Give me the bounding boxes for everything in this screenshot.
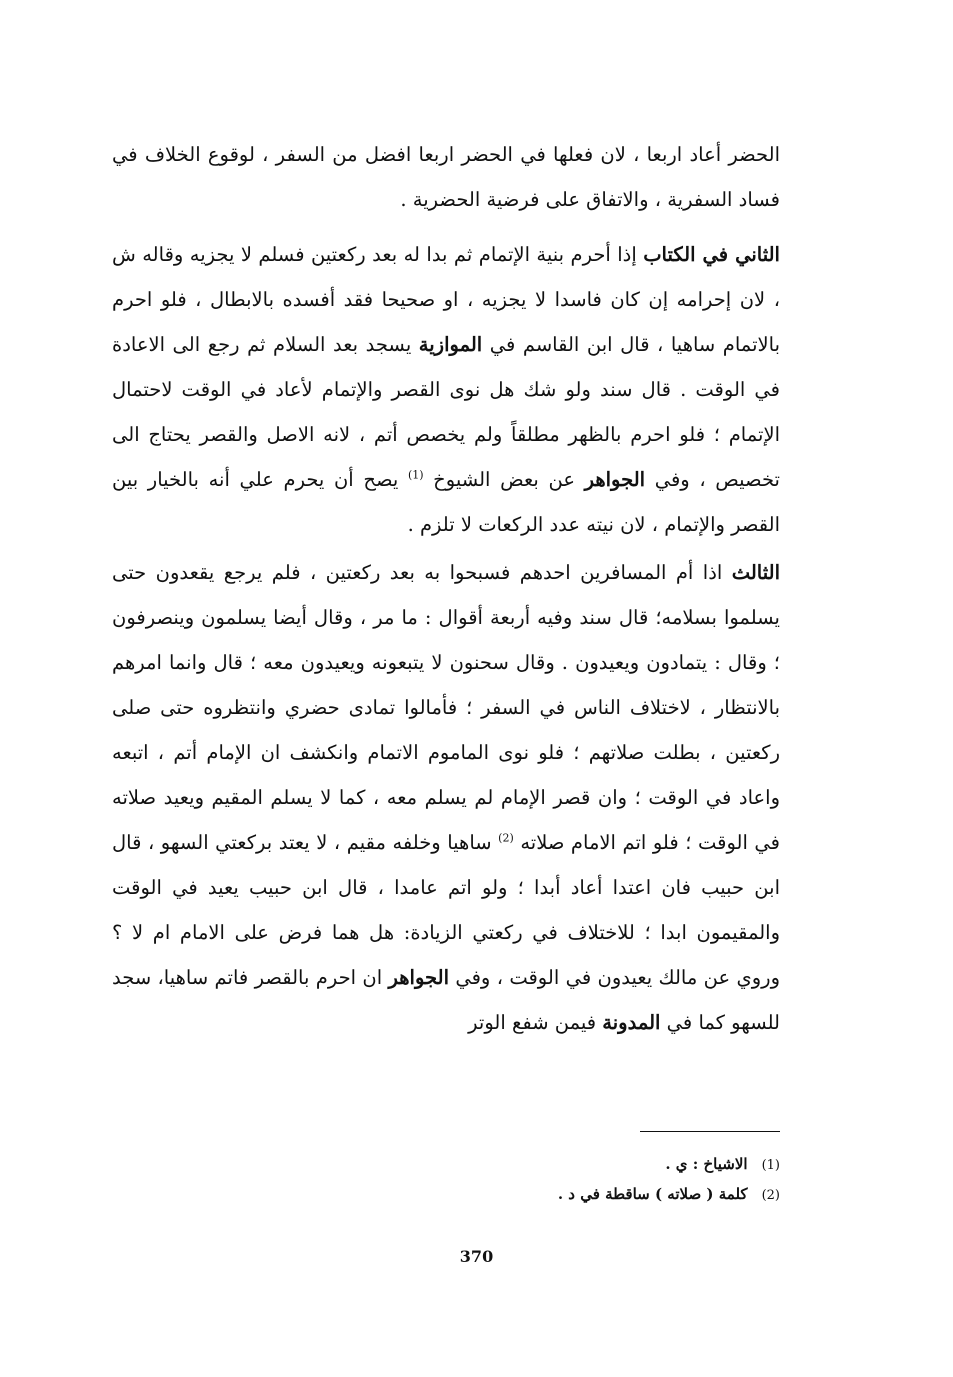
section-heading-third: الثالث [731, 561, 780, 584]
paragraph-1-text: الحضر أعاد اربعا ، لان فعلها في الحضر اربعا افضل من السفر ، لوقوع الخلاف في فساد السفرية ، والاتفاق على فرضية الحضرية . [112, 143, 780, 211]
footnote-divider [640, 1131, 780, 1132]
source-name-mudawwana: المدونة [602, 1011, 661, 1034]
footnote-2-text: كلمة ( صلاته ) ساقطة في د . [557, 1185, 748, 1203]
footnotes [400, 1150, 780, 1210]
footnote-ref-1: (1) [407, 468, 424, 482]
footnote-1-text: الاشياخ : ي . [665, 1155, 748, 1173]
source-name-jawahir: الجواهر [584, 468, 646, 491]
footnote-1 [400, 1150, 780, 1180]
paragraph-3-text-a: اذا أم المسافرين احدهم فسبحوا به بعد ركعتين ، فلم يرجع يقعدون حتى يسلموا بسلامه؛ قال سند وفيه أربعة أقوال : ما مر ، وقال أيضا يسلمون وينصرفون ؛ وقال : يتمادون ويعيدون . وقال سحنون لا يتبعونه ويعيدون معه ؛ قال وانما امرهم بالانتظار ، لاختلاف الناس في السفر ؛ فأمالوا تمادى حضري وانتظروه حتى صلى ركعتين ، بطلت صلاتهم ؛ فلو نوى الماموم الاتمام وانكشف ان الإمام أتم ، اتبعه واعاد في الوقت ؛ وان قصر الإمام لم يسلم معه ، كما لا يسلم المقيم ويعيد صلاته في الوقت ؛ فلو اتم الامام صلاته [112, 561, 780, 854]
paragraph-2 [112, 232, 780, 547]
section-heading-second: الثاني في الكتاب [643, 243, 780, 266]
source-name-jawahir-2: الجواهر [388, 966, 449, 989]
paragraph-3-text-b: ساهيا وخلفه مقيم ، لا يعتد بركعتي السهو ، قال ابن حبيب فان اعتدا أعاد أبدا ؛ ولو اتم عامدا ، قال ابن حبيب يعيد في الوقت والمقيمون ابدا ؛ للاختلاف في ركعتي الزيادة: هل هما فرض على الامام ام لا ؟ وروي عن مالك يعيدون في الوقت ، وفي [112, 831, 781, 989]
footnote-2-number: (2) [761, 1188, 780, 1203]
footnote-ref-2: (2) [498, 831, 514, 845]
paragraph-3-text-c: ان احرم بالقصر فاتم ساهيا، سجد للسهو كما في [112, 966, 780, 1034]
paragraph-1 [112, 132, 780, 222]
paragraph-3-text-d: فيمن شفع الوتر [468, 1011, 603, 1034]
paragraph-2-text-d: يصح أن يحرم علي أنه بالخيار بين القصر والإتمام ، لان نيته عدد الركعات لا تلزم . [112, 468, 780, 536]
source-name-mawaziya: الموازية [418, 333, 483, 356]
footnote-1-number: (1) [761, 1158, 780, 1173]
paragraph-2-text-b: يسجد بعد السلام ثم رجع الى الاعادة في الوقت . قال سند ولو شك هل نوى القصر والإتمام لأعاد في الوقت لاحتمال الإتمام ؛ فلو احرم بالظهر مطلقاً ولم يخصص أتم ، لانه الاصل والقصر يحتاج الى تخصيص ، وفي [112, 333, 780, 491]
paragraph-2-text-c: عن بعض الشيوخ [433, 468, 585, 491]
page-number: 370 [459, 1247, 494, 1266]
footnote-2 [400, 1180, 780, 1210]
paragraph-3 [112, 550, 780, 1045]
paragraph-2-text-a: إذا أحرم بنية الإتمام ثم بدا له بعد ركعتين فسلم لا يجزيه وقاله ش ، لان إحرامه إن كان فاسدا لا يجزيه ، او صحيحا فقد أفسده بالابطال ، فلو احرم بالاتمام ساهيا ، قال ابن القاسم في [112, 243, 780, 356]
